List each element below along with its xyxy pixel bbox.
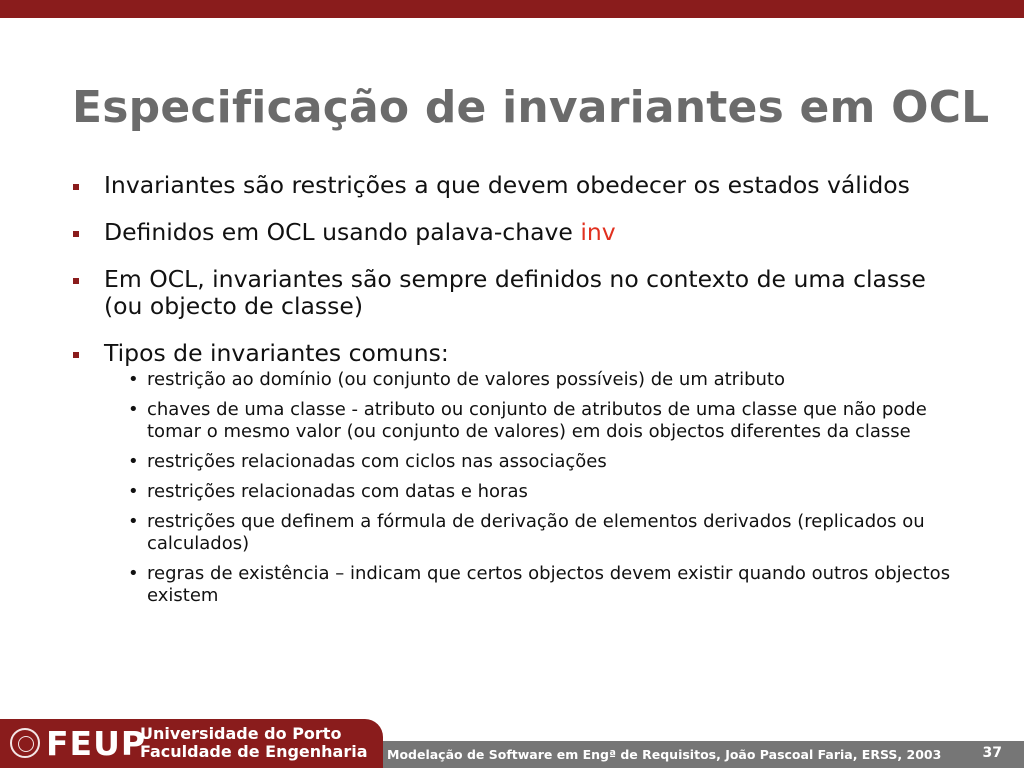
square-bullet-icon [73,278,79,284]
top-accent-bar [0,0,1024,18]
sub-bullet-item [104,451,952,473]
sub-bullet-text: restrições que definem a fórmula de derivação de elementos derivados (replicados ou calculados) [147,511,925,554]
square-bullet-icon [73,184,79,190]
footer-branding [0,719,383,768]
sub-bullet-text: restrições relacionadas com datas e horas [147,481,528,502]
dot-bullet-icon: • [128,511,139,532]
feup-logo: FEUP [46,724,147,763]
university-seal-icon [10,728,40,758]
slide-title: Especificação de invariantes em OCL [72,82,990,133]
sub-bullet-item [104,511,952,555]
page-number: 37 [982,745,1002,761]
sub-bullet-item [104,399,952,443]
sub-bullet-text: restrição ao domínio (ou conjunto de valores possíveis) de um atributo [147,369,785,390]
bullet-item [72,340,952,367]
dot-bullet-icon: • [128,399,139,420]
bullet-item [72,172,952,199]
bullet-text: Em OCL, invariantes são sempre definidos no contexto de uma classe (ou objecto de classe) [104,265,926,320]
bullet-item [72,266,952,320]
dot-bullet-icon: • [128,481,139,502]
dot-bullet-icon: • [128,451,139,472]
bullet-text: Definidos em OCL usando palava-chave [104,218,581,246]
sub-bullet-text: restrições relacionadas com ciclos nas associações [147,451,607,472]
faculty-name: Faculdade de Engenharia [140,742,368,761]
dot-bullet-icon: • [128,563,139,584]
bullet-text: Tipos de invariantes comuns: [104,339,449,367]
sub-bullet-item [104,481,952,503]
dot-bullet-icon: • [128,369,139,390]
bullet-text: Invariantes são restrições a que devem obedecer os estados válidos [104,171,910,199]
sub-bullet-text: chaves de uma classe - atributo ou conjunto de atributos de uma classe que não pode tomar o mesmo valor (ou conjunto de valores) em dois objectos diferentes da classe [147,399,927,442]
slide-content [72,172,952,615]
square-bullet-icon [73,352,79,358]
sub-bullet-item [104,563,952,607]
bullet-item [72,219,952,246]
university-name: Universidade do Porto [140,724,342,743]
course-info: Modelação de Software em Engª de Requisitos, João Pascoal Faria, ERSS, 2003 [387,747,942,762]
sub-bullet-list [72,369,952,607]
footer-info-bar [383,741,1024,768]
sub-bullet-text: regras de existência – indicam que certos objectos devem existir quando outros objectos existem [147,563,951,606]
keyword-inv: inv [580,218,616,246]
square-bullet-icon [73,231,79,237]
sub-bullet-item [104,369,952,391]
